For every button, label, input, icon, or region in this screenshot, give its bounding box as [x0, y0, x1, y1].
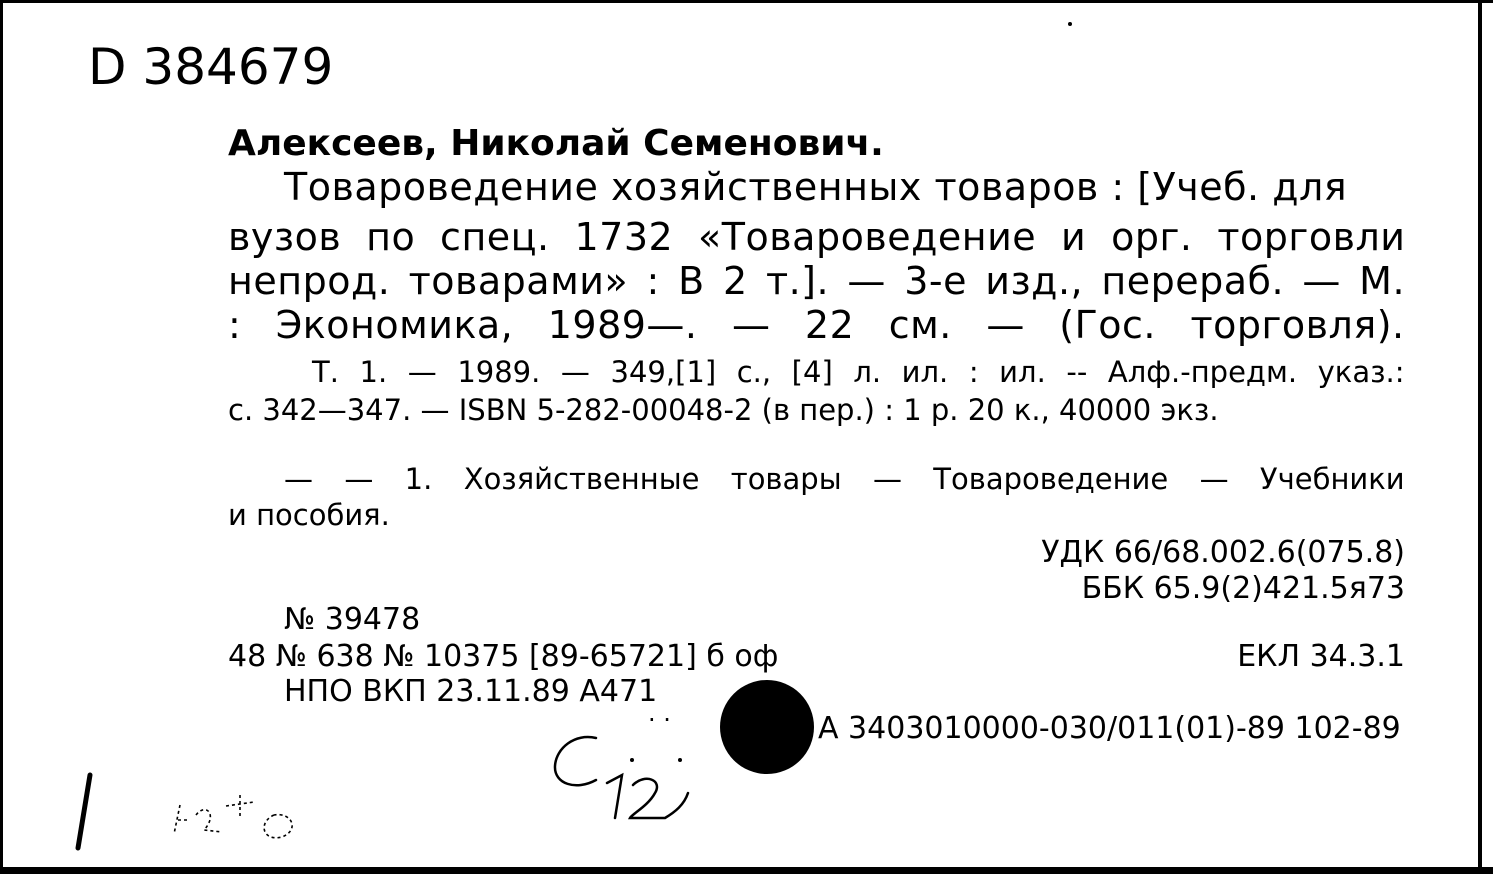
faint-pencil-mark — [226, 795, 254, 818]
title-line-4: : Экономика, 1989—. — 22 см. — (Гос. торговля). — [228, 303, 1405, 347]
npo-line: НПО ВКП 23.11.89 А471 — [284, 674, 658, 709]
bbk-code: ББК 65.9(2)421.5я73 — [1081, 571, 1405, 606]
product-code: А 3403010000-030/011(01)-89 102-89 — [818, 711, 1401, 746]
ekl-code: ЕКЛ 34.3.1 — [1237, 639, 1405, 674]
volume-line-1: Т. 1. — 1989. — 349,[1] с., [4] л. ил. : ил. -- Алф.-предм. указ.: — [312, 355, 1405, 389]
order-line: 48 № 638 № 10375 [89-65721] б оф — [228, 639, 779, 674]
udk-code: УДК 66/68.002.6(075.8) — [1041, 535, 1405, 570]
handwritten-stroke — [78, 775, 90, 848]
handwritten-digit-1 — [607, 775, 622, 818]
handwritten-digit-2 — [630, 779, 688, 818]
handwritten-dot — [630, 758, 634, 762]
call-number: D 384679 — [88, 38, 334, 96]
faint-pencil-mark — [264, 815, 292, 838]
handwritten-letter-c — [555, 737, 596, 785]
volume-line-2: с. 342—347. — ISBN 5-282-00048-2 (в пер.) : 1 р. 20 к., 40000 экз. — [228, 393, 1219, 427]
title-line-3: непрод. товарами» : В 2 т.]. — 3-е изд., перераб. — М. — [228, 259, 1406, 303]
subject-line-2: и пособия. — [228, 498, 390, 532]
subject-line-1: — — 1. Хозяйственные товары — Товароведение — Учебники — [284, 462, 1405, 496]
faint-pencil-mark — [196, 810, 222, 832]
title-line-2: вузов по спец. 1732 «Товароведение и орг. торговли — [228, 215, 1406, 259]
dots-mark: · · — [648, 706, 671, 734]
handwritten-dot — [678, 758, 682, 762]
faint-pencil-mark — [174, 805, 188, 834]
author-heading: Алексеев, Николай Семенович. — [228, 123, 884, 164]
title-line-1: Товароведение хозяйственных товаров : [Учеб. для — [284, 165, 1348, 209]
record-number: № 39478 — [284, 602, 421, 637]
